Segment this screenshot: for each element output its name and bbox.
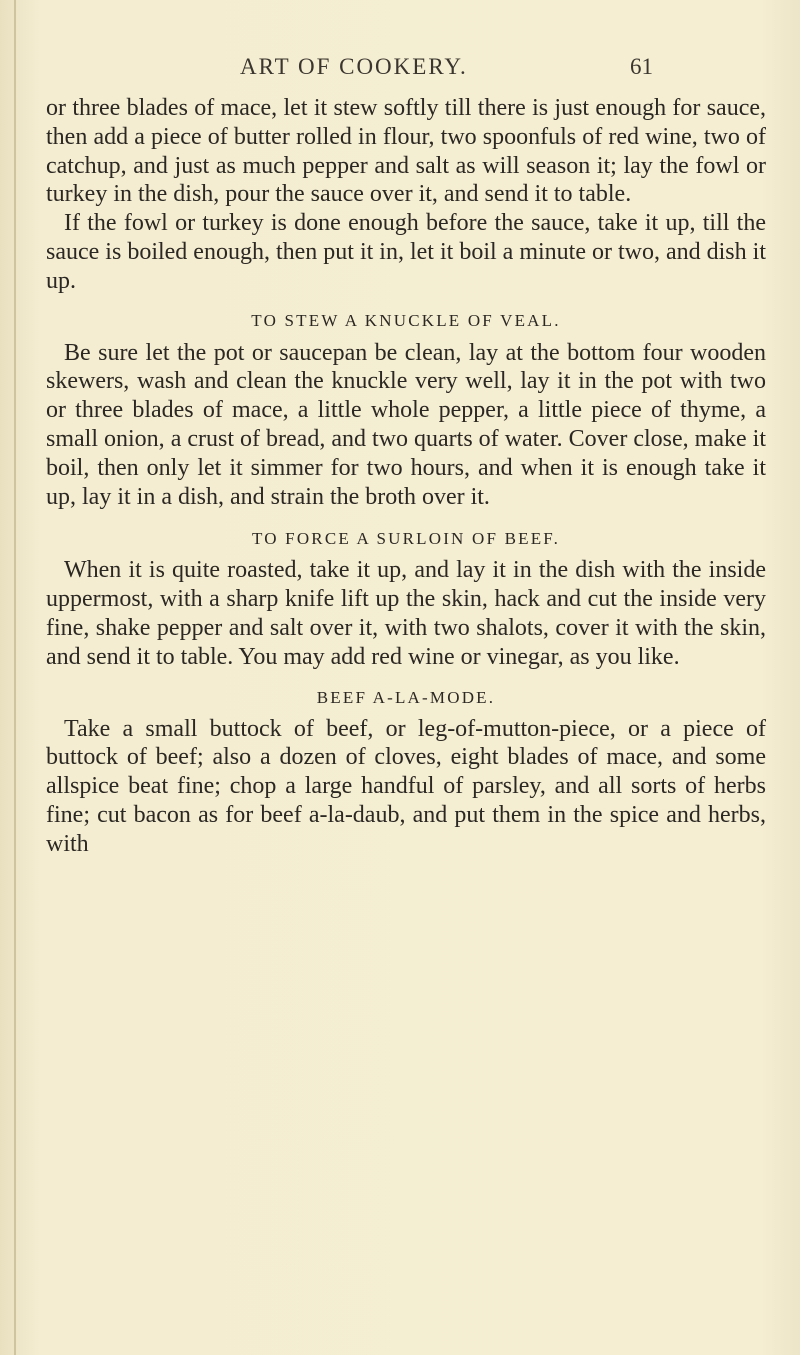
recipe-heading-a-la-mode: BEEF A-LA-MODE. — [316, 687, 496, 707]
recipe-heading-veal: TO STEW A KNUCKLE OF VEAL. — [251, 310, 561, 330]
paragraph-continued: or three blades of mace, let it stew softly till there is just enough for sauce, then add a piece of butter rolled in flour, two spoonfuls of red wine, two of catchup, and just as much pepper and salt as will season it; lay the fowl or turkey in the dish, pour the sauce over it, and send it to table. — [46, 95, 766, 208]
running-title: ART OF COOKERY. — [240, 54, 468, 79]
page-number: 61 — [630, 54, 653, 79]
paragraph: If the fowl or turkey is done enough before the sauce, take it up, till the sauce is boiled enough, then put it in, let it boil a minute or two, and dish it up. — [46, 210, 766, 294]
paragraph: Take a small buttock of beef, or leg-of-mutton-piece, or a piece of buttock of beef; also a dozen of cloves, eight blades of mace, and some allspice beat fine; chop a large handful of parsley, and all sorts of herbs fine; cut bacon as for beef a-la-daub, and put them in the spice and herbs, with — [46, 715, 766, 857]
page-gutter-edge — [14, 0, 16, 1355]
recipe-heading-surloin: TO FORCE A SURLOIN OF BEEF. — [251, 529, 561, 549]
running-header — [240, 54, 660, 80]
paragraph: Be sure let the pot or saucepan be clean, lay at the bottom four wooden skewers, wash and clean the knuckle very well, lay it in the pot with two or three blades of mace, a little whole pepper, a little piece of thyme, a small onion, a crust of bread, and two quarts of water. Cover close, make it boil, then only let it simmer for two hours, and when it is enough take it up, lay it in a dish, and strain the broth over it. — [46, 339, 766, 510]
paragraph: When it is quite roasted, take it up, and lay it in the dish with the inside uppermost, with a sharp knife lift up the skin, hack and cut the inside very fine, shake pepper and salt over it, with two shalots, cover it with the skin, and send it to table. You may add red wine or vinegar, as you like. — [46, 557, 766, 670]
body-text — [46, 94, 766, 859]
